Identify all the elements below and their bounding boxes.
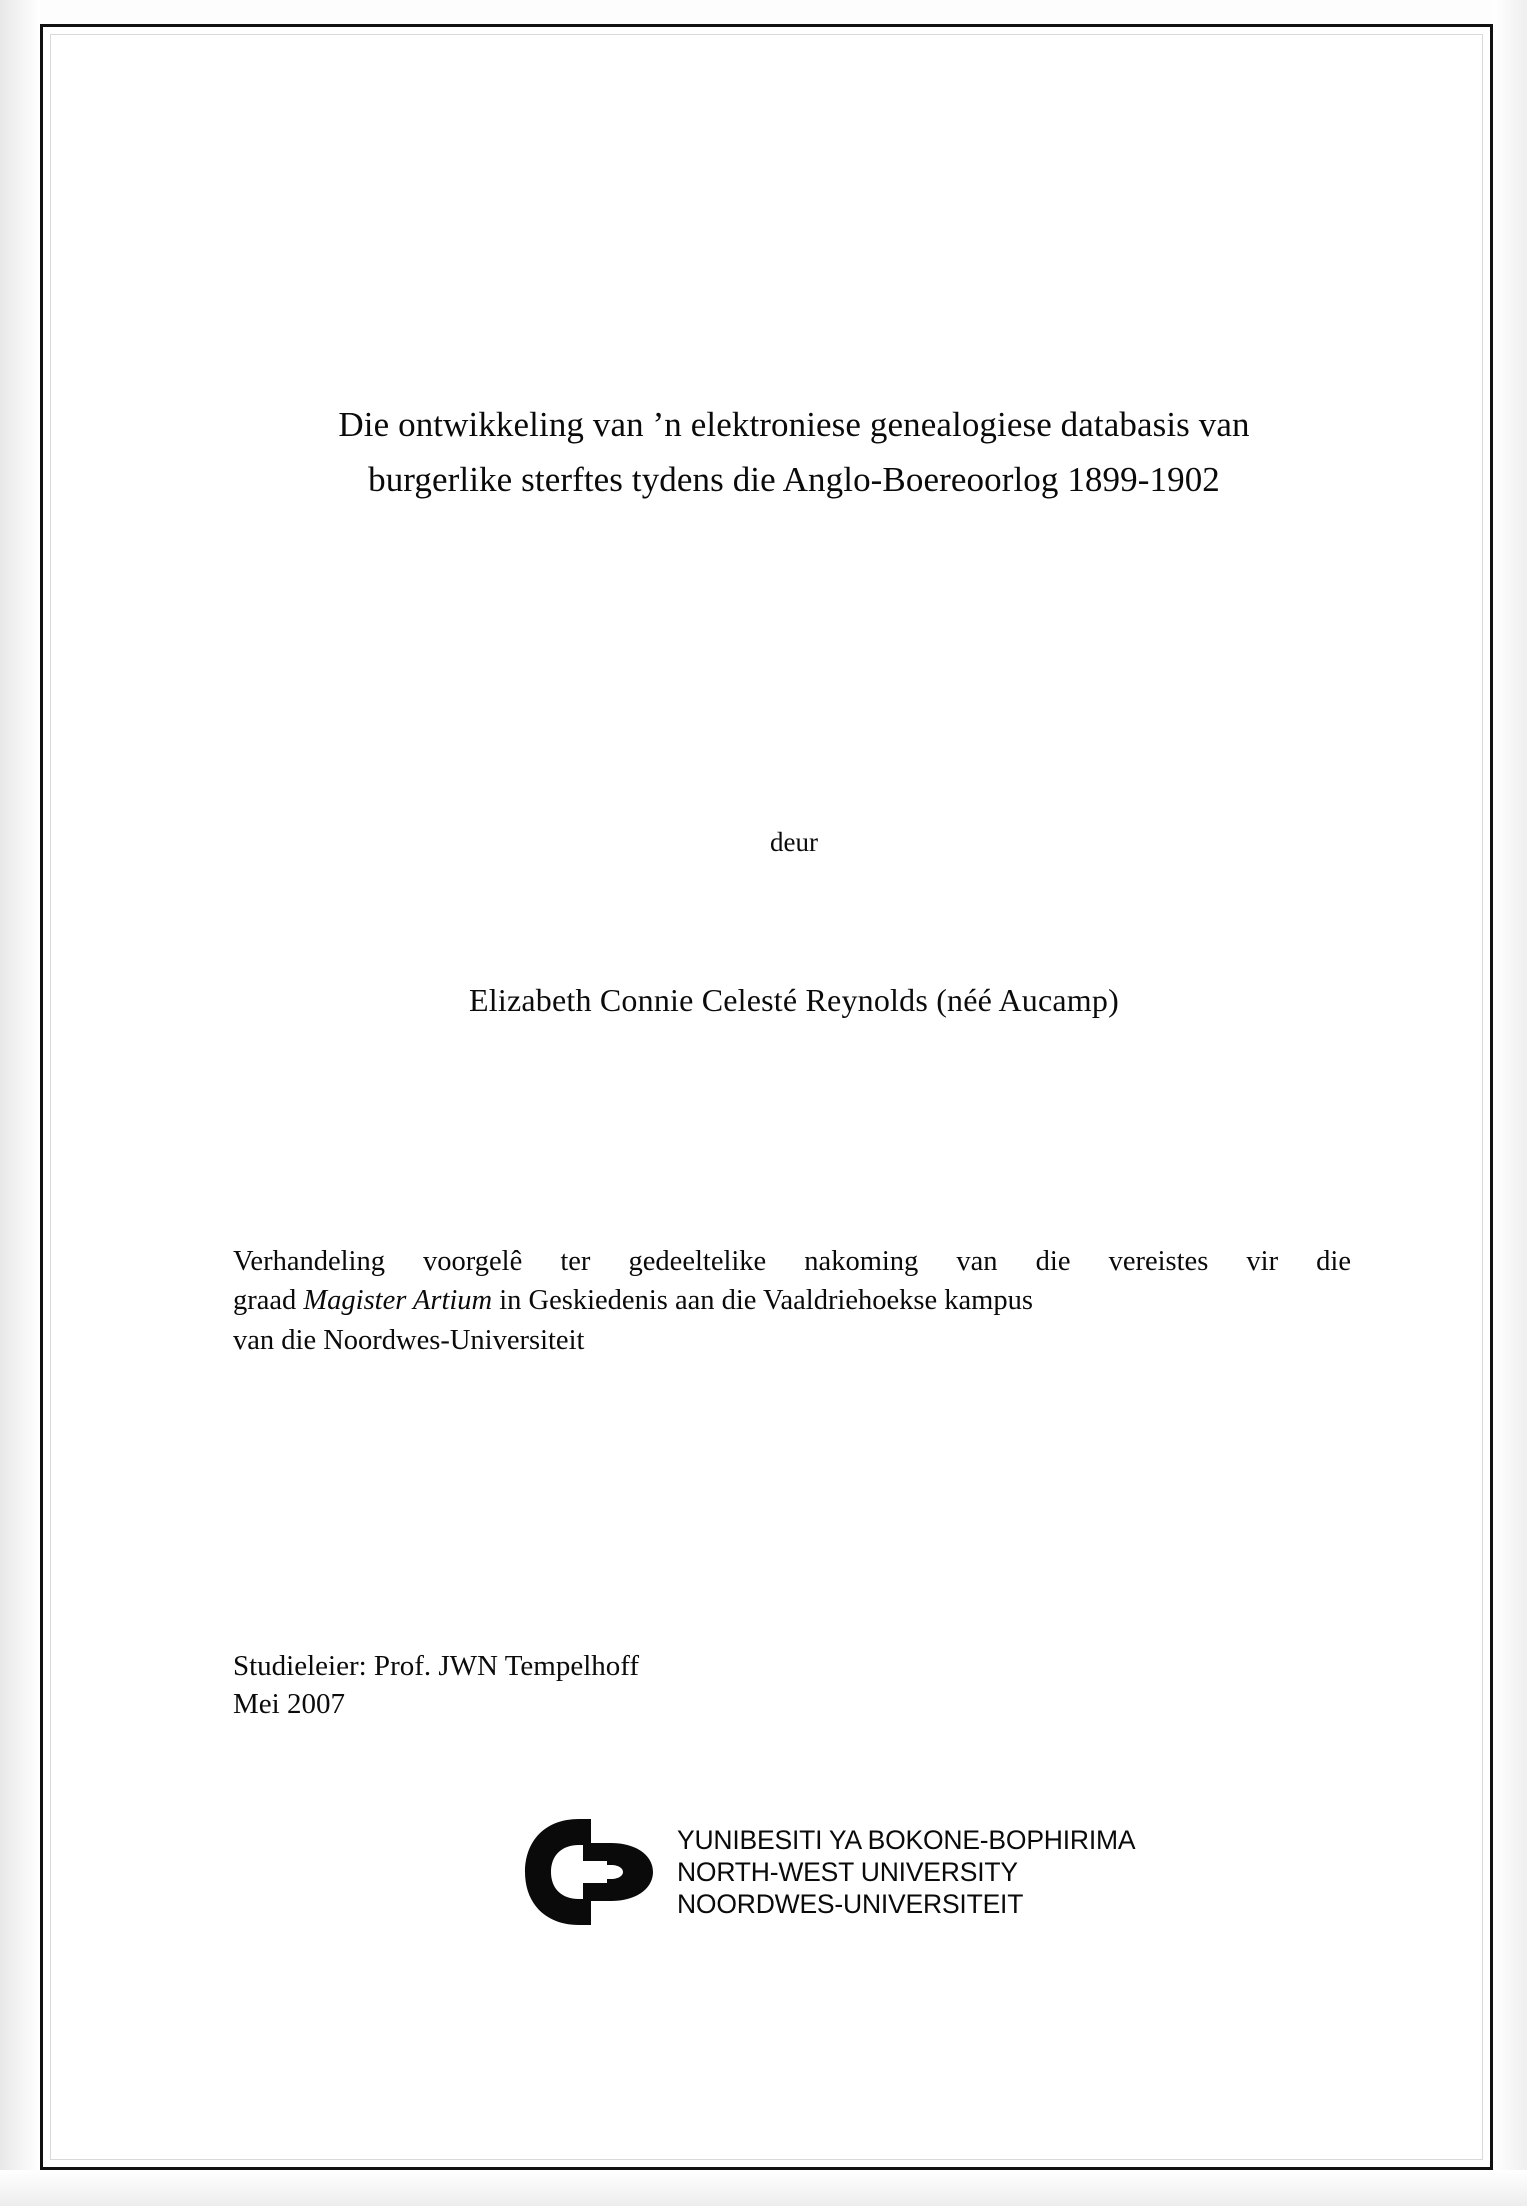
degree-name: Magister Artium xyxy=(303,1285,493,1317)
title-line-2: burgerlike sterftes tydens die Anglo-Boereoorlog 1899-1902 xyxy=(368,460,1220,500)
byline-label: deur xyxy=(770,827,818,857)
university-logo-text xyxy=(677,1824,1135,1921)
scan-edge-right xyxy=(1493,0,1527,2206)
statement-line-3: van die Noordwes-Universiteit xyxy=(233,1324,585,1356)
document-title xyxy=(189,397,1399,508)
scan-edge-bottom xyxy=(0,2170,1527,2206)
nwu-logo-icon xyxy=(519,1813,667,1931)
logo-line-afrikaans: NOORDWES-UNIVERSITEIT xyxy=(677,1889,1024,1920)
logo-line-english: NORTH-WEST UNIVERSITY xyxy=(677,1856,1018,1887)
university-logo xyxy=(519,1807,1279,1937)
supervisor-and-date xyxy=(233,1647,1133,1724)
title-page-content xyxy=(189,27,1399,2167)
statement-line-2 xyxy=(233,1281,1351,1320)
page-border-frame xyxy=(40,24,1493,2170)
date-line: Mei 2007 xyxy=(233,1688,345,1721)
statement-line-1: Verhandeling voorgelê ter gedeeltelike nakoming van die vereistes vir die xyxy=(233,1246,1351,1277)
supervisor-line: Studieleier: Prof. JWN Tempelhoff xyxy=(233,1650,640,1682)
statement-line-2-prefix: graad xyxy=(233,1285,304,1317)
author-name: Elizabeth Connie Celesté Reynolds (néé Aucamp) xyxy=(469,982,1119,1018)
scan-edge-left xyxy=(0,0,40,2206)
logo-line-setswana: YUNIBESITI YA BOKONE-BOPHIRIMA xyxy=(677,1824,1136,1855)
statement-line-2-suffix: in Geskiedenis aan die Vaaldriehoekse kampus xyxy=(492,1285,1033,1317)
title-line-1: Die ontwikkeling van ’n elektroniese genealogiese databasis van xyxy=(338,405,1250,444)
degree-statement xyxy=(233,1242,1351,1360)
